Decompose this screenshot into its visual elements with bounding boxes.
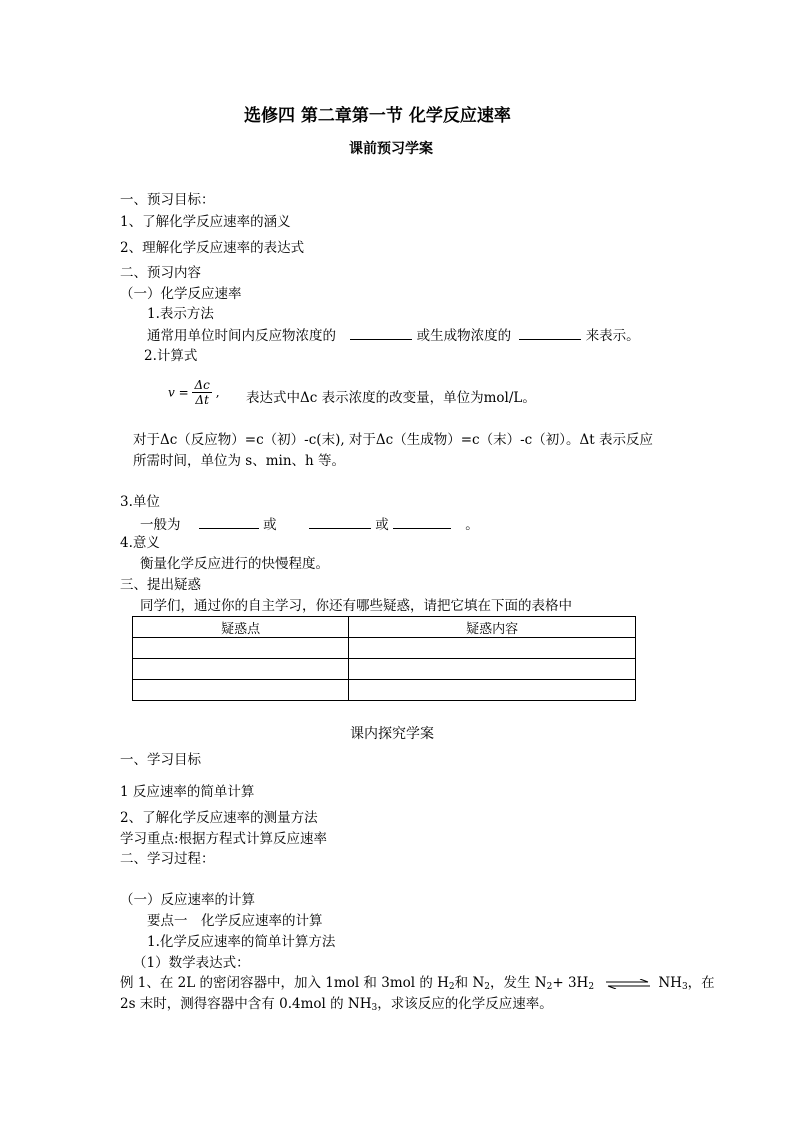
meaning-text: 衡量化学反应进行的快慢程度。 — [140, 556, 329, 572]
unit-end: 。 — [465, 517, 479, 533]
formula-comma: , — [215, 385, 220, 400]
unit-text — [140, 516, 479, 533]
inclass-goal-1: 1 反应速率的简单计算 — [120, 784, 255, 800]
table-cell[interactable] — [349, 638, 636, 659]
formula-lhs: v = — [168, 385, 189, 400]
example-text-b: 和 N — [454, 975, 485, 991]
formula-fraction — [192, 378, 211, 407]
example-sub-nh3: 3 — [681, 982, 688, 992]
doubt-heading: 三、提出疑惑 — [120, 577, 201, 593]
example-sub-n2: 2 — [484, 982, 490, 992]
example-line-1 — [120, 975, 715, 993]
example-sub-nh3b: 3 — [371, 1003, 378, 1013]
example-line2-b: ，求该反应的化学反应速率。 — [377, 996, 553, 1012]
equilibrium-arrow-icon — [606, 979, 650, 989]
meaning-heading: 4.意义 — [120, 535, 160, 551]
table-cell[interactable] — [349, 659, 636, 680]
calc-heading: （一）反应速率的计算 — [120, 892, 255, 908]
point-heading: 要点一 化学反应速率的计算 — [147, 913, 323, 929]
preview-content-heading: 二、预习内容 — [120, 265, 201, 281]
process-heading: 二、学习过程： — [120, 851, 215, 867]
doubt-table — [132, 616, 636, 701]
example-text-e: NH — [658, 975, 682, 991]
formula-numerator: Δc — [194, 378, 210, 392]
example-text-a: 例 1、在 2L 的密闭容器中，加入 1mol 和 3mol 的 H — [120, 975, 449, 991]
table-header-row — [133, 617, 636, 638]
table-cell[interactable] — [133, 659, 349, 680]
method-text-b: 或生成物浓度的 — [416, 328, 512, 344]
table-row — [133, 680, 636, 701]
example-text-c: ，发生 N — [490, 975, 547, 991]
delta-line-1: 对于Δc（反应物）=c（初）-c(末), 对于Δc（生成物）=c（末）-c（初）。Δt 表示反应 — [133, 432, 653, 448]
table-header-point: 疑惑点 — [133, 617, 349, 638]
formula-heading: 2.计算式 — [144, 348, 198, 364]
formula-description: 表达式中Δc 表示浓度的改变量，单位为mol/L。 — [246, 390, 536, 406]
inclass-goal-2: 2、了解化学反应速率的测量方法 — [120, 810, 318, 826]
method-text-a: 通常用单位时间内反应物浓度的 — [147, 328, 336, 344]
example-sub-h2: 2 — [448, 982, 455, 992]
table-cell[interactable] — [133, 638, 349, 659]
unit-text-a: 一般为 — [140, 517, 181, 533]
unit-heading: 3.单位 — [120, 494, 160, 510]
example-line2-a: 2s 末时，测得容器中含有 0.4mol 的 NH — [120, 996, 372, 1012]
doubt-text: 同学们，通过你的自主学习，你还有哪些疑惑，请把它填在下面的表格中 — [140, 598, 572, 614]
example-text-d: + 3H — [552, 975, 589, 991]
table-header-content: 疑惑内容 — [349, 617, 636, 638]
page-subtitle: 课前预习学案 — [349, 141, 433, 157]
preview-goals-heading: 一、预习目标： — [120, 192, 215, 208]
rate-formula — [168, 378, 220, 407]
page-title: 选修四 第二章第一节 化学反应速率 — [244, 106, 511, 126]
table-row — [133, 659, 636, 680]
delta-line-2: 所需时间，单位为 s、min、h 等。 — [133, 453, 346, 469]
example-text-f: ，在 — [687, 975, 715, 991]
inclass-goals-heading: 一、学习目标 — [120, 752, 201, 768]
table-cell[interactable] — [133, 680, 349, 701]
formula-denominator: Δt — [195, 393, 209, 407]
rate-heading: （一）化学反应速率 — [120, 286, 242, 302]
table-row — [133, 638, 636, 659]
unit-or-1: 或 — [263, 517, 277, 533]
inclass-heading: 课内探究学案 — [350, 726, 434, 742]
unit-blank-1[interactable] — [199, 516, 259, 529]
simple-heading: 1.化学反应速率的简单计算方法 — [147, 934, 336, 950]
unit-blank-3[interactable] — [393, 516, 451, 529]
method-blank-2[interactable] — [519, 327, 581, 340]
method-blank-1[interactable] — [350, 327, 412, 340]
method-heading: 1.表示方法 — [147, 306, 214, 322]
unit-or-2: 或 — [375, 517, 389, 533]
math-heading: （1）数学表达式： — [133, 955, 250, 971]
table-cell[interactable] — [349, 680, 636, 701]
example-sub-n2b: 2 — [546, 982, 553, 992]
preview-goal-1: 1、了解化学反应速率的涵义 — [120, 214, 291, 230]
preview-goal-2: 2、理解化学反应速率的表达式 — [120, 240, 305, 256]
method-text-c: 来表示。 — [585, 328, 640, 344]
example-sub-h2b: 2 — [588, 982, 595, 992]
unit-blank-2[interactable] — [309, 516, 371, 529]
inclass-focus: 学习重点:根据方程式计算反应速率 — [120, 831, 328, 847]
example-line-2 — [120, 996, 553, 1014]
method-text — [147, 327, 640, 344]
